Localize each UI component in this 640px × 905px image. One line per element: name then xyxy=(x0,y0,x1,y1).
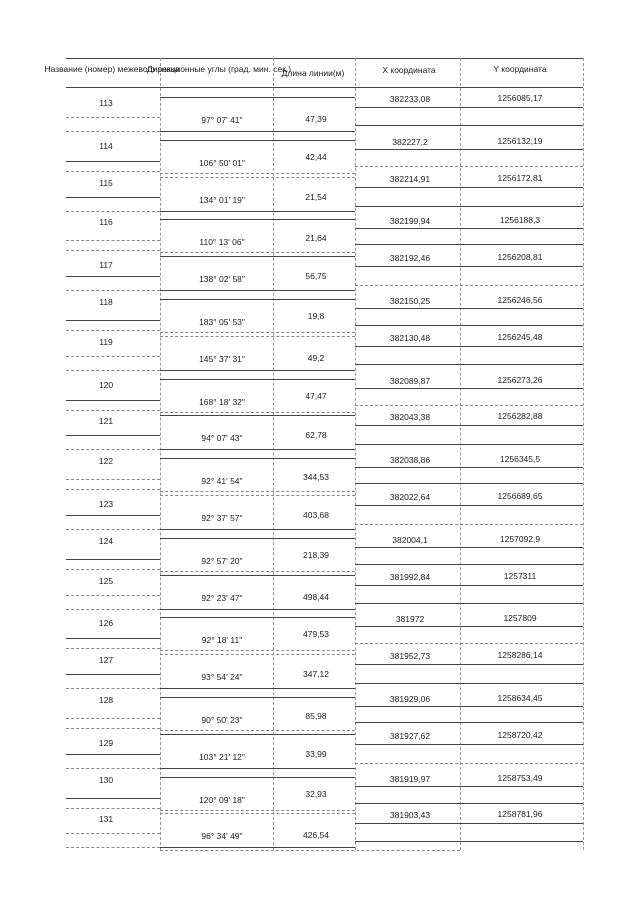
point-name: 119 xyxy=(99,336,113,347)
direction-angle: 94° 07' 43" xyxy=(201,433,243,444)
table-rule xyxy=(160,850,460,851)
direction-angle: 90° 50' 23" xyxy=(201,715,243,725)
x-coordinate: 382089,87 xyxy=(389,375,431,386)
table-rule xyxy=(160,173,355,174)
table-rule xyxy=(160,609,355,610)
table-rule xyxy=(355,244,583,245)
point-name: 127 xyxy=(98,655,114,666)
header-name: Название (номер) межевого знака xyxy=(44,64,180,74)
table-rule xyxy=(66,197,160,198)
point-name: 121 xyxy=(98,416,114,427)
line-length: 47,39 xyxy=(305,114,327,124)
table-rule xyxy=(160,575,355,576)
table-rule xyxy=(355,444,583,445)
direction-angle: 103° 21' 12" xyxy=(199,751,245,762)
table-rule xyxy=(355,722,583,723)
line-length: 33,99 xyxy=(305,748,327,759)
y-coordinate: 1256282,88 xyxy=(497,411,543,422)
table-rule xyxy=(66,320,160,321)
table-rule xyxy=(66,754,160,755)
line-length: 344,53 xyxy=(303,472,329,483)
table-rule xyxy=(355,803,583,804)
point-name: 128 xyxy=(98,695,114,705)
table-rule xyxy=(160,730,355,731)
table-rule xyxy=(160,538,355,539)
x-coordinate: 381927,62 xyxy=(389,730,431,741)
header-y: Y координата xyxy=(493,64,547,74)
table-rule xyxy=(355,706,583,707)
x-coordinate: 382130,48 xyxy=(389,332,431,343)
table-rule xyxy=(160,813,355,814)
table-rule xyxy=(66,356,160,357)
direction-angle: 138° 02' 58" xyxy=(199,274,245,285)
line-length: 42,44 xyxy=(305,151,327,162)
y-coordinate: 1258720,42 xyxy=(497,729,543,740)
table-rule xyxy=(355,483,583,484)
table-rule xyxy=(355,467,583,468)
x-coordinate: 381992,84 xyxy=(389,571,431,582)
y-coordinate: 1258781,96 xyxy=(497,809,543,820)
table-rule xyxy=(66,559,160,560)
direction-angle: 183° 05' 53" xyxy=(199,317,245,327)
table-rule xyxy=(66,768,160,769)
table-rule xyxy=(355,603,583,604)
table-rule xyxy=(66,648,160,649)
line-length: 403,68 xyxy=(303,510,329,520)
x-coordinate: 381919,97 xyxy=(389,773,431,784)
table-rule xyxy=(355,346,583,347)
direction-angle: 110° 13' 06" xyxy=(199,237,245,248)
table-rule xyxy=(355,405,583,406)
table-rule xyxy=(160,847,355,848)
direction-angle: 145° 37' 31" xyxy=(199,353,245,364)
table-rule xyxy=(66,330,160,331)
point-name: 125 xyxy=(98,575,114,586)
header-length: Длина линии(м) xyxy=(281,68,345,78)
table-rule xyxy=(160,177,355,178)
line-length: 347,12 xyxy=(303,669,329,680)
table-rule xyxy=(160,491,355,492)
table-rule xyxy=(160,449,355,450)
table-rule xyxy=(66,276,160,277)
table-rule xyxy=(66,290,160,291)
point-name: 129 xyxy=(98,737,114,748)
table-rule xyxy=(355,285,583,286)
point-name: 113 xyxy=(99,98,113,108)
point-name: 124 xyxy=(98,535,114,546)
y-coordinate: 1257092,9 xyxy=(499,533,541,544)
point-name: 114 xyxy=(99,140,113,151)
table-rule xyxy=(160,379,355,380)
table-rule xyxy=(160,336,355,337)
point-name: 120 xyxy=(98,379,114,390)
table-rule xyxy=(355,149,583,150)
table-rule xyxy=(355,325,583,326)
table-column-rule xyxy=(355,58,356,850)
table-rule xyxy=(160,688,355,689)
table-rule xyxy=(66,161,160,162)
table-rule xyxy=(66,728,160,729)
table-rule xyxy=(160,617,355,618)
line-length: 56,75 xyxy=(305,271,327,282)
line-length: 19,8 xyxy=(307,311,325,321)
y-coordinate: 1256245,48 xyxy=(497,331,543,342)
table-rule xyxy=(160,768,355,769)
y-coordinate: 1256345,5 xyxy=(499,454,541,465)
table-rule xyxy=(355,125,583,126)
table-rule xyxy=(355,664,583,665)
table-rule xyxy=(66,798,160,799)
table-rule xyxy=(160,777,355,778)
point-name: 131 xyxy=(98,814,114,825)
table-rule xyxy=(66,489,160,490)
header-angle: Дирекционные углы (град. мин. сек.) xyxy=(146,64,292,74)
table-rule xyxy=(66,515,160,516)
line-length: 498,44 xyxy=(303,591,329,602)
table-rule xyxy=(355,308,583,309)
point-name: 116 xyxy=(99,217,113,228)
table-rule xyxy=(355,564,583,565)
table-rule xyxy=(355,425,583,426)
line-length: 62,78 xyxy=(305,430,327,441)
x-coordinate: 382150,25 xyxy=(389,296,431,306)
direction-angle: 96° 34' 49" xyxy=(201,831,243,842)
table-rule xyxy=(355,626,583,627)
y-coordinate: 1256273,26 xyxy=(497,374,543,385)
line-length: 32,93 xyxy=(305,788,327,799)
table-rule xyxy=(66,529,160,530)
table-rule xyxy=(160,495,355,496)
direction-angle: 106° 50' 01" xyxy=(199,157,245,168)
point-name: 122 xyxy=(98,456,114,467)
x-coordinate: 382192,46 xyxy=(389,253,431,264)
header-x: X координата xyxy=(382,65,436,75)
y-coordinate: 1256246,56 xyxy=(497,295,543,305)
table-rule xyxy=(355,683,583,684)
table-rule xyxy=(355,187,583,188)
table-rule xyxy=(355,206,583,207)
point-name: 126 xyxy=(98,618,114,629)
table-rule xyxy=(160,571,355,572)
x-coordinate: 381972 xyxy=(395,614,425,625)
direction-angle: 120° 09' 18" xyxy=(199,794,245,805)
table-rule xyxy=(355,505,583,506)
table-rule xyxy=(66,370,160,371)
table-rule xyxy=(160,211,355,212)
table-rule xyxy=(160,415,355,416)
point-name: 117 xyxy=(99,260,113,271)
table-rule xyxy=(355,585,583,586)
x-coordinate: 382038,86 xyxy=(389,455,431,466)
point-name: 123 xyxy=(98,499,114,509)
y-coordinate: 1256188,3 xyxy=(499,215,541,226)
x-coordinate: 382214,91 xyxy=(389,173,431,184)
table-rule xyxy=(355,166,583,167)
point-name: 118 xyxy=(99,297,113,307)
table-rule xyxy=(160,219,355,220)
y-coordinate: 1257809 xyxy=(503,613,537,624)
direction-angle: 97° 07' 41" xyxy=(201,115,243,125)
direction-angle: 134° 01' 19" xyxy=(199,194,245,205)
x-coordinate: 381952,73 xyxy=(389,651,431,662)
table-rule xyxy=(355,524,583,525)
table-rule xyxy=(66,58,583,59)
direction-angle: 93° 54' 24" xyxy=(201,672,243,683)
table-rule xyxy=(66,400,160,401)
line-length: 21,64 xyxy=(305,233,327,244)
direction-angle: 92° 18' 11" xyxy=(201,635,243,646)
table-rule xyxy=(160,458,355,459)
x-coordinate: 381929,06 xyxy=(389,694,431,704)
table-rule xyxy=(66,688,160,689)
x-coordinate: 382022,64 xyxy=(389,492,431,502)
y-coordinate: 1258286,14 xyxy=(497,650,543,661)
table-rule xyxy=(160,290,355,291)
table-rule xyxy=(66,410,160,411)
table-rule xyxy=(160,252,355,253)
table-rule xyxy=(355,823,583,824)
point-name: 130 xyxy=(98,774,114,785)
table-rule xyxy=(160,256,355,257)
y-coordinate: 1258753,49 xyxy=(497,772,543,783)
table-rule xyxy=(66,87,583,88)
table-rule xyxy=(160,810,355,811)
direction-angle: 168° 18' 32" xyxy=(199,396,245,407)
table-rule xyxy=(66,479,160,480)
table-rule xyxy=(355,547,583,548)
x-coordinate: 382233,08 xyxy=(389,94,431,104)
line-length: 218,39 xyxy=(303,549,329,560)
table-rule xyxy=(355,228,583,229)
point-name: 115 xyxy=(99,177,113,188)
y-coordinate: 1256085,17 xyxy=(497,93,543,103)
table-rule xyxy=(66,240,160,241)
line-length: 47,47 xyxy=(305,390,327,401)
table-rule xyxy=(66,211,160,212)
table-rule xyxy=(160,697,355,698)
table-rule xyxy=(66,718,160,719)
table-rule xyxy=(66,595,160,596)
line-length: 21,54 xyxy=(305,191,327,202)
table-rule xyxy=(160,529,355,530)
table-column-rule xyxy=(460,58,461,850)
table-rule xyxy=(160,734,355,735)
x-coordinate: 382199,94 xyxy=(389,216,431,227)
y-coordinate: 1256132,19 xyxy=(497,135,543,146)
y-coordinate: 1256689,65 xyxy=(497,491,543,501)
line-length: 49,2 xyxy=(307,352,325,363)
table-rule xyxy=(160,140,355,141)
y-coordinate: 1256208,81 xyxy=(497,252,543,263)
table-column-rule xyxy=(583,58,584,850)
table-rule xyxy=(66,569,160,570)
x-coordinate: 382004,1 xyxy=(392,534,428,545)
direction-angle: 92° 37' 57" xyxy=(201,513,243,523)
table-rule xyxy=(355,841,583,842)
y-coordinate: 1257311 xyxy=(503,570,537,581)
direction-angle: 92° 41' 54" xyxy=(201,476,243,487)
table-rule xyxy=(355,744,583,745)
line-length: 426,54 xyxy=(303,830,329,841)
table-rule xyxy=(66,171,160,172)
table-rule xyxy=(66,117,160,118)
x-coordinate: 381903,43 xyxy=(389,810,431,821)
table-rule xyxy=(160,654,355,655)
table-rule xyxy=(355,763,583,764)
x-coordinate: 382227,2 xyxy=(392,136,428,147)
direction-angle: 92° 23' 47" xyxy=(201,592,243,603)
table-rule xyxy=(160,97,355,98)
table-rule xyxy=(160,650,355,651)
table-rule xyxy=(66,435,160,436)
table-rule xyxy=(355,266,583,267)
table-rule xyxy=(66,833,160,834)
table-rule xyxy=(160,412,355,413)
table-rule xyxy=(160,370,355,371)
line-length: 479,53 xyxy=(303,629,329,640)
table-rule xyxy=(66,808,160,809)
table-rule xyxy=(160,299,355,300)
table-rule xyxy=(160,131,355,132)
y-coordinate: 1258634,45 xyxy=(497,693,543,703)
table-rule xyxy=(66,449,160,450)
table-rule xyxy=(66,674,160,675)
table-rule xyxy=(66,131,160,132)
line-length: 85,98 xyxy=(305,711,327,721)
table-rule xyxy=(355,364,583,365)
direction-angle: 92° 57' 20" xyxy=(201,555,243,566)
x-coordinate: 382043,38 xyxy=(389,412,431,423)
table-rule xyxy=(355,388,583,389)
table-rule xyxy=(66,609,160,610)
table-rule xyxy=(66,847,160,848)
table-rule xyxy=(355,786,583,787)
y-coordinate: 1256172,81 xyxy=(497,172,543,183)
table-rule xyxy=(355,643,583,644)
table-rule xyxy=(160,332,355,333)
table-rule xyxy=(355,107,583,108)
table-rule xyxy=(66,250,160,251)
table-rule xyxy=(66,638,160,639)
